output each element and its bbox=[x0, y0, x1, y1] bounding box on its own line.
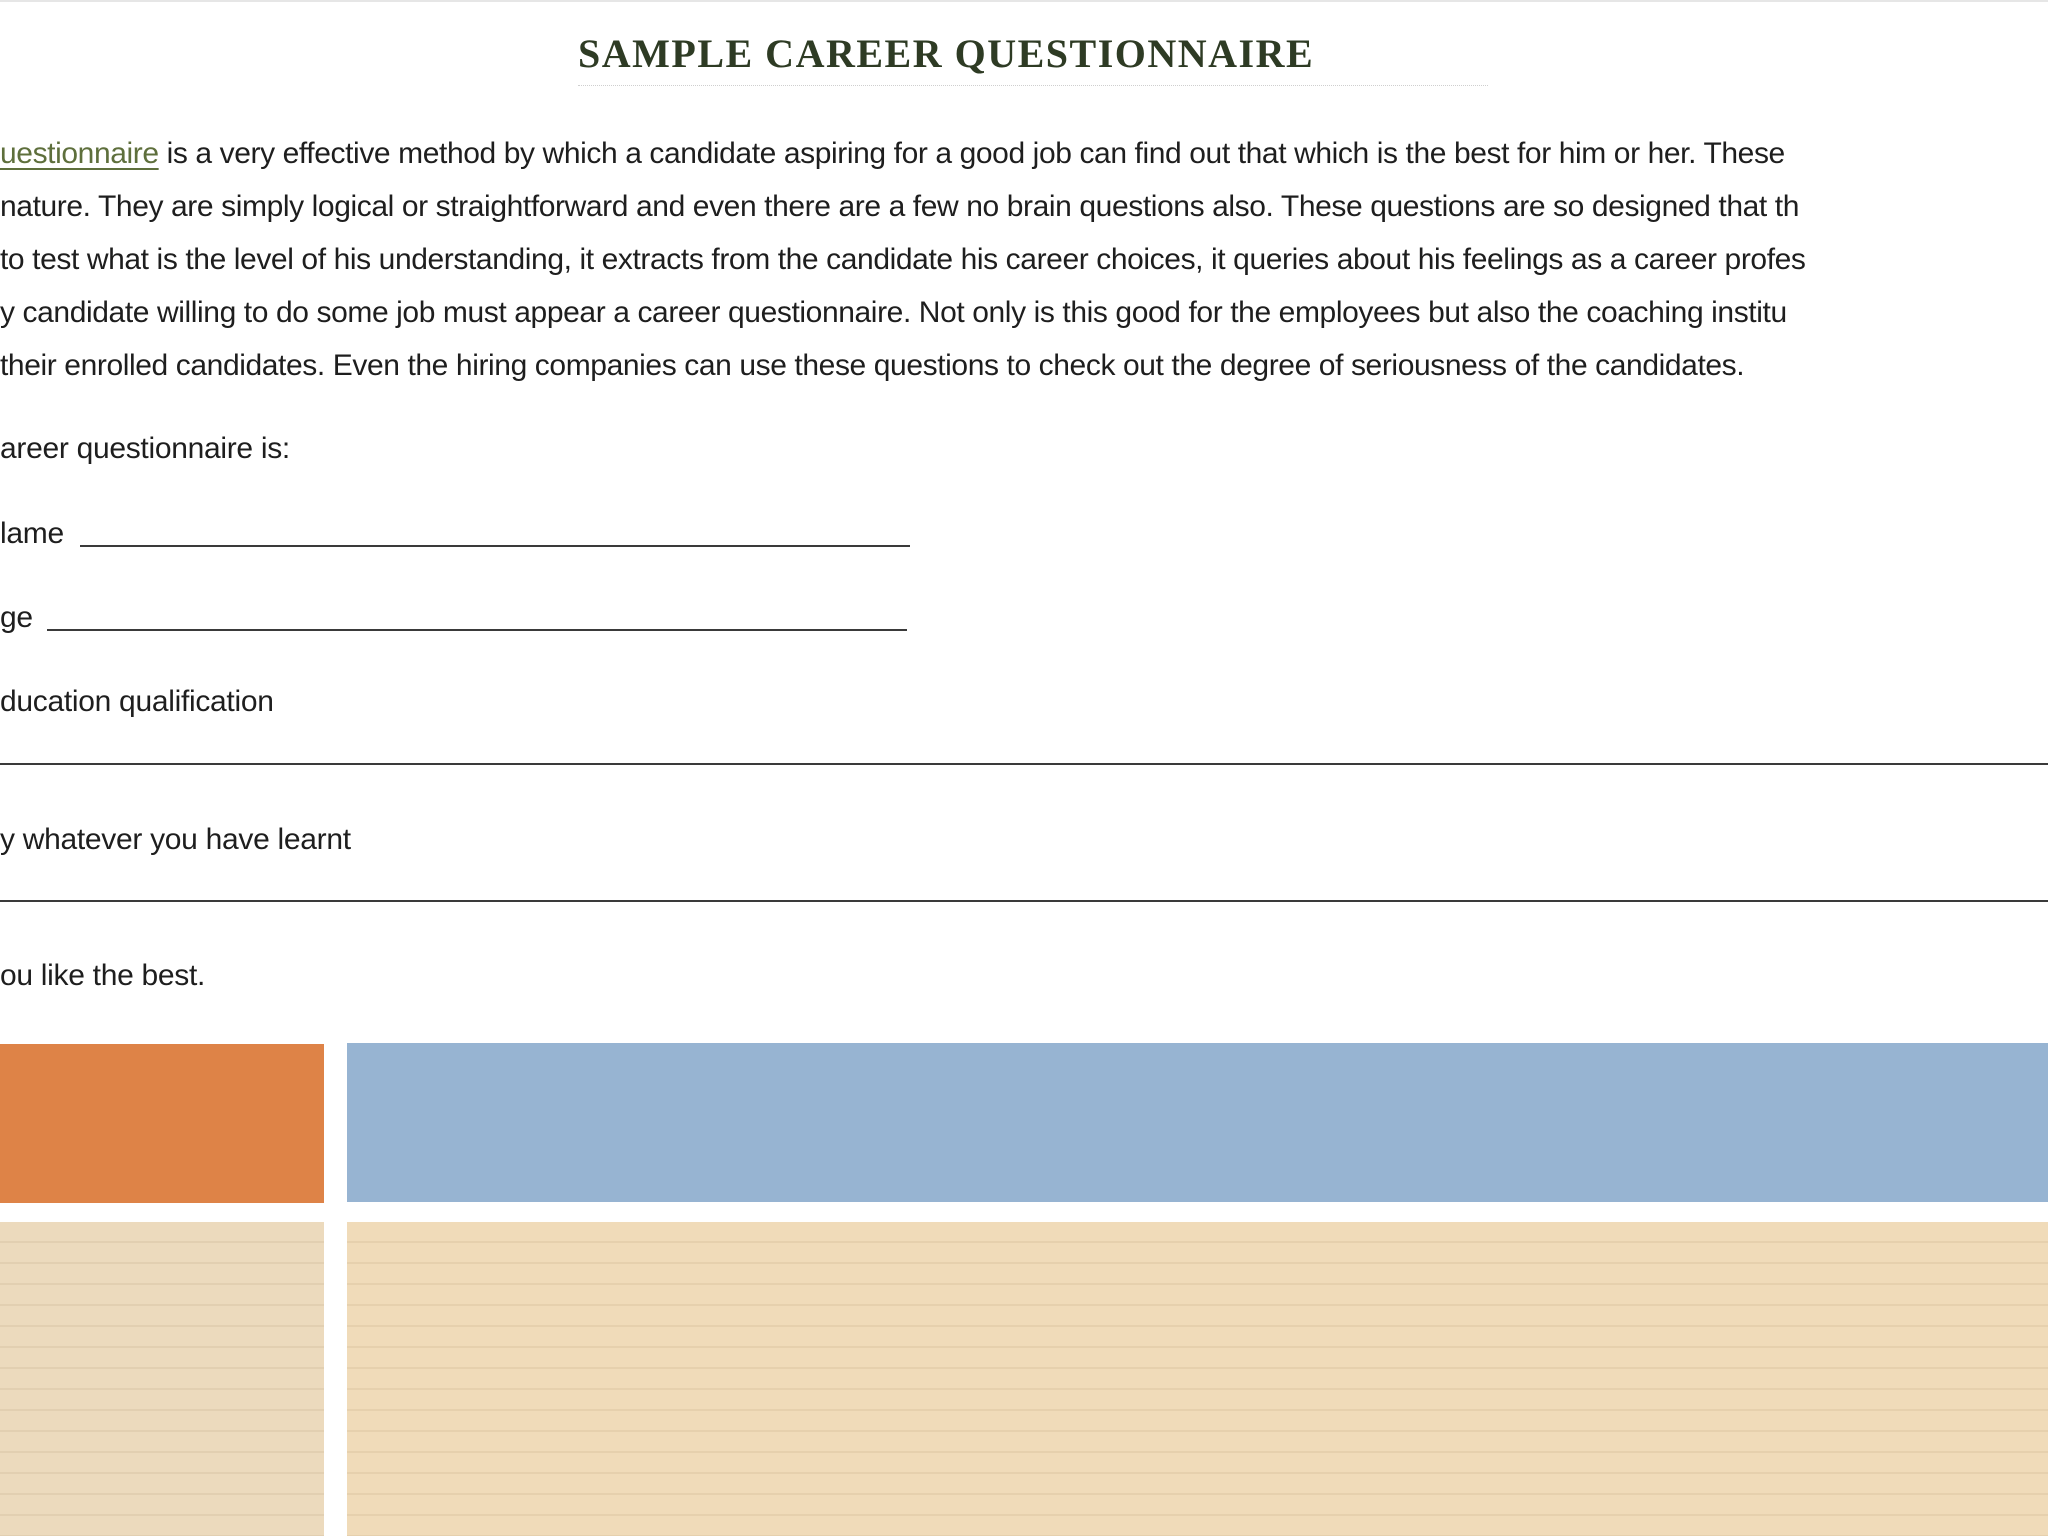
intro-line-3: to test what is the level of his understanding, it extracts from the candidate his career choices, it queries about his feelings as a career profes bbox=[0, 243, 1806, 276]
questionnaire-intro-label: areer questionnaire is: bbox=[0, 432, 290, 465]
page-title: SAMPLE CAREER QUESTIONNAIRE bbox=[578, 30, 1488, 86]
like-best-label: ou like the best. bbox=[0, 959, 206, 992]
intro-line-4: y candidate willing to do some job must appear a career questionnaire. Not only is this good for the employees but also the coaching institu bbox=[0, 296, 1787, 329]
table-cell-left bbox=[0, 1222, 324, 1536]
intro-line-5: their enrolled candidates. Even the hiring companies can use these questions to check out the degree of seriousness of the candidates. bbox=[0, 349, 1745, 382]
intro-line-2: nature. They are simply logical or straightforward and even there are a few no brain questions also. These questions are so designed that th bbox=[0, 190, 1799, 223]
age-field[interactable] bbox=[47, 629, 907, 631]
name-field[interactable] bbox=[80, 545, 910, 547]
age-label: ge bbox=[0, 601, 33, 634]
intro-line-1 bbox=[0, 127, 1806, 180]
education-field[interactable] bbox=[0, 763, 2048, 765]
top-divider bbox=[0, 0, 2048, 2]
name-label: lame bbox=[0, 517, 64, 550]
table-cell-right bbox=[347, 1222, 2048, 1536]
table-header-left bbox=[0, 1044, 324, 1203]
table-header-right bbox=[347, 1043, 2048, 1202]
questionnaire-link[interactable]: uestionnaire bbox=[0, 137, 159, 170]
education-label: ducation qualification bbox=[0, 685, 274, 718]
learnt-field[interactable] bbox=[0, 900, 2048, 902]
intro-paragraph bbox=[0, 127, 1806, 392]
intro-line-1-text: is a very effective method by which a candidate aspiring for a good job can find out that which is the best for him or her. These bbox=[158, 137, 1785, 170]
learnt-label: y whatever you have learnt bbox=[0, 823, 351, 856]
